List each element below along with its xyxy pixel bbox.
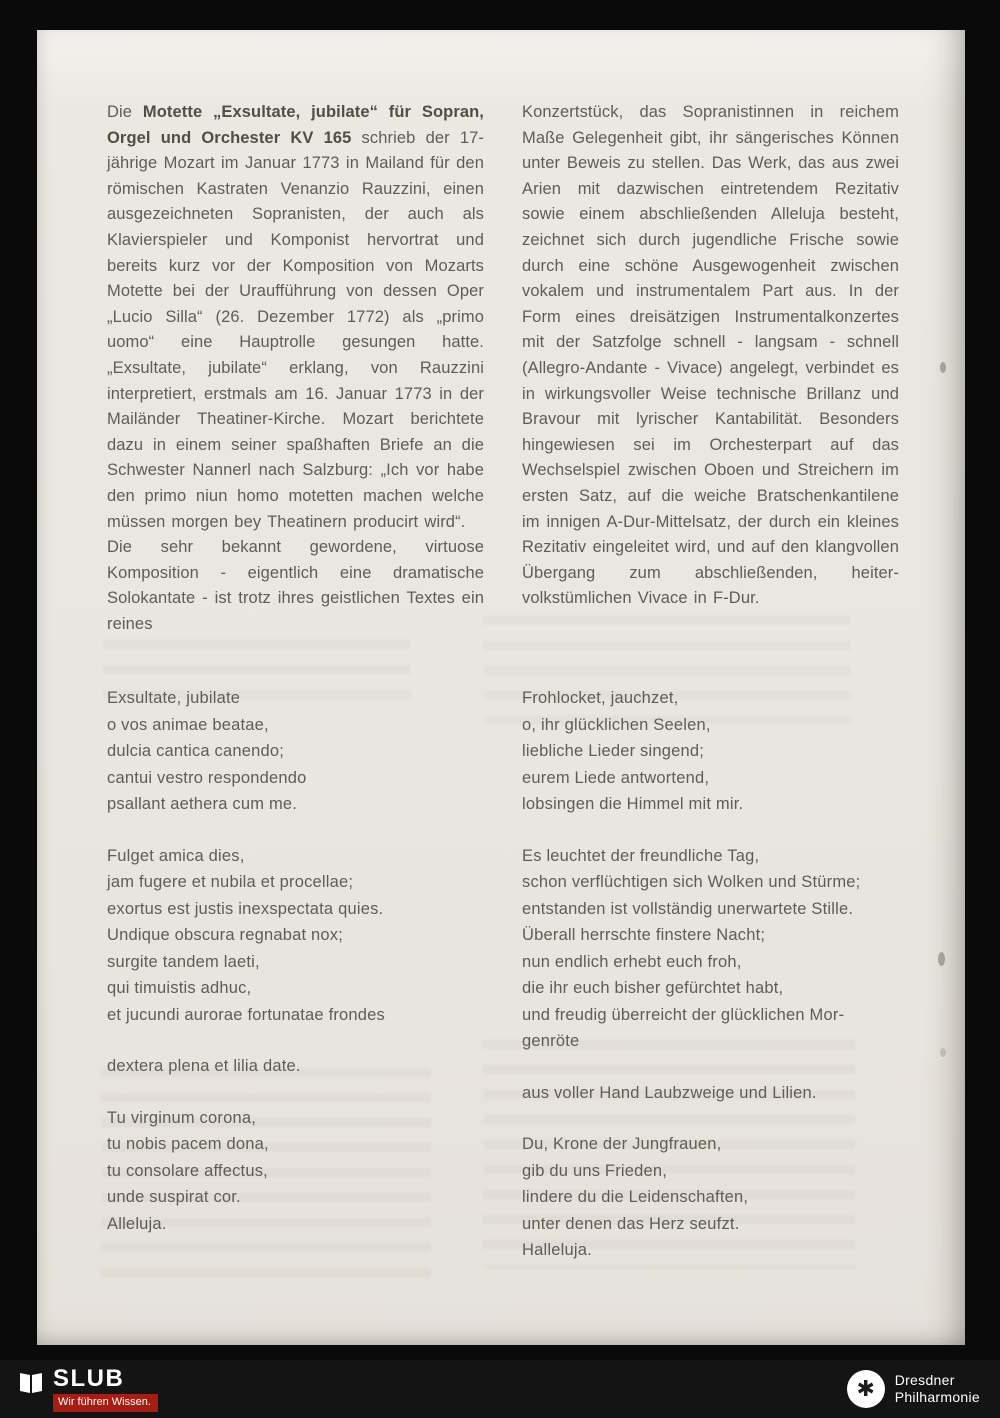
philharmonie-wordmark [895, 1372, 980, 1406]
viewer-footer-bar [0, 1360, 1000, 1418]
intro-prefix: Die [107, 103, 143, 121]
intro-paragraph [107, 100, 484, 535]
philharmonie-line2: Philharmonie [894, 1389, 980, 1405]
poem-line: entstanden ist vollständig unerwartete Stille. [522, 899, 854, 918]
poem-line: Undique obscura regnabat nox; [107, 926, 344, 945]
second-paragraph: Die sehr bekannt gewordene, virtuose Komposition - eigentlich eine dramatische Solokantate - ist trotz ihres geistlichen Textes ein reines [107, 538, 484, 633]
poem-line: Es leuchtet der freundliche Tag, [522, 846, 760, 865]
german-stanza-1 [522, 685, 899, 818]
poem-line: tu nobis pacem dona, [107, 1135, 269, 1154]
intro-body: schrieb der 17-jährige Mozart im Januar 1773 in Mailand für den römischen Kastraten Venanzio Rauzzini, einen ausgezeichneten Sopranisten, der auch als Klavierspieler und Komponist hervortrat und bereits kurz vor der Komposition von Mozarts Motette bei der Uraufführung von dessen Oper „Lucio Silla“ (26. Dezember 1772) als „primo uomo“ eine Hauptrolle gesungen hatte. „Exsultate, jubilate“ erklang, von Rauzzini interpretiert, erstmals am 16. Januar 1773 in der Mailänder Theatiner-Kirche. Mozart berichtete dazu in einem seiner spaßhaften Briefe an die Schwester Nannerl nach Salzburg: „Ich vor habe den primo niun homo motetten machen welche müssen morgen bey Theatinern producirt wird“. [107, 128, 484, 531]
latin-stanza-3 [107, 1105, 484, 1238]
poem-line: dulcia cantica canendo; [107, 742, 285, 761]
poem-line: unter denen das Herz seufzt. [522, 1214, 740, 1233]
german-stanza-3 [522, 1131, 899, 1264]
poem-line: exortus est justis inexspectata quies. [107, 899, 384, 918]
left-column-prose [107, 100, 484, 637]
poem-line: nun endlich erhebt euch froh, [522, 952, 742, 971]
scan-artifact [940, 1048, 946, 1057]
slub-tagline: Wir führen Wissen. [53, 1394, 158, 1412]
latin-poem [107, 685, 484, 1289]
slub-logo-link[interactable] [18, 1364, 158, 1412]
poem-line: cantui vestro respondendo [107, 768, 307, 787]
poem-line: Du, Krone der Jungfrauen, [522, 1135, 722, 1154]
poem-line: Frohlocket, jauchzet, [522, 689, 679, 708]
german-stanza-2 [522, 843, 899, 1055]
poem-line: Alleluja. [107, 1214, 167, 1233]
latin-stanza-2 [107, 843, 484, 1029]
philharmonie-line1: Dresdner [894, 1372, 955, 1388]
poem-line: lobsingen die Himmel mit mir. [522, 795, 744, 814]
poem-line: und freudig überreicht der glücklichen Mor- [522, 1005, 845, 1024]
poem-line: aus voller Hand Laubzweige und Lilien. [522, 1083, 817, 1102]
poem-line: Exsultate, jubilate [107, 689, 241, 708]
latin-stanza-1 [107, 685, 484, 818]
poem-line: jam fugere et nubila et procellae; [107, 873, 354, 892]
slub-book-icon [18, 1370, 44, 1396]
poem-line: liebliche Lieder singend; [522, 742, 705, 761]
poem-line: die ihr euch bisher gefürchtet habt, [522, 979, 784, 998]
scan-artifact [938, 952, 945, 966]
poem-line: gib du uns Frieden, [522, 1161, 668, 1180]
poem-line: genröte [522, 1032, 580, 1051]
slub-wordmark: SLUB [53, 1364, 125, 1392]
poem-line: tu consolare affectus, [107, 1161, 268, 1180]
poem-line: o, ihr glücklichen Seelen, [522, 715, 711, 734]
scanned-page [37, 30, 965, 1345]
scan-artifact [940, 362, 946, 373]
slub-wordmark-block [53, 1364, 158, 1412]
poem-line: eurem Liede antwortend, [522, 768, 710, 787]
latin-solo-line [107, 1053, 484, 1080]
german-poem [522, 685, 899, 1289]
continuation-paragraph: Konzertstück, das Sopranistinnen in reichem Maße Gelegenheit gibt, ihr sängerisches Können unter Beweis zu stellen. Das Werk, das aus zwei Arien mit dazwischen eintretendem Rezitativ sowie einem abschließenden Alleluja besteht, zeichnet sich durch jugendliche Frische sowie durch eine schöne Ausgewogenheit zwischen vokalem und instrumentalem Part aus. In der Form eines dreisätzigen Instrumentalkonzertes mit der Satzfolge schnell - langsam - schnell (Allegro-Andante - Vivace) angelegt, verbindet es in wirkungsvoller Weise technische Brillanz und Bravour mit lyrischer Kantabilität. Besonders hingewiesen sei im Orchesterpart auf das Wechselspiel zwischen Oboen und Streichern im ersten Satz, auf die weiche Bratschenkantilene im innigen A-Dur-Mittelsatz, der durch ein kleines Rezitativ eingeleitet wird, und auf den klangvollen Übergang zum abschließenden, heiter-volkstümlichen Vivace in F-Dur. [522, 103, 899, 608]
german-solo-line [522, 1080, 899, 1107]
poem-line: et jucundi aurorae fortunatae frondes [107, 1005, 385, 1024]
philharmonie-logo-link[interactable] [847, 1370, 980, 1408]
poem-line: lindere du die Leidenschaften, [522, 1188, 749, 1207]
poem-line: o vos animae beatae, [107, 715, 269, 734]
poem-line: surgite tandem laeti, [107, 952, 260, 971]
poem-line: psallant aethera cum me. [107, 795, 298, 814]
poem-line: dextera plena et lilia date. [107, 1057, 301, 1076]
text-columns [107, 100, 899, 1289]
poem-line: schon verflüchtigen sich Wolken und Stürme; [522, 873, 861, 892]
poem-line: Fulget amica dies, [107, 846, 245, 865]
poem-line: Überall herrschte finstere Nacht; [522, 926, 766, 945]
poem-line: qui timuistis adhuc, [107, 979, 252, 998]
philharmonie-logo-icon: ✱ [847, 1370, 885, 1408]
right-column-prose [522, 100, 899, 637]
poem-line: Tu virginum corona, [107, 1108, 256, 1127]
poem-line: unde suspirat cor. [107, 1188, 241, 1207]
poem-line: Halleluja. [522, 1241, 592, 1260]
intro-bold-title: Motette „Exsultate, jubilate“ für Sopran, Orgel und Orchester KV 165 [107, 103, 484, 147]
